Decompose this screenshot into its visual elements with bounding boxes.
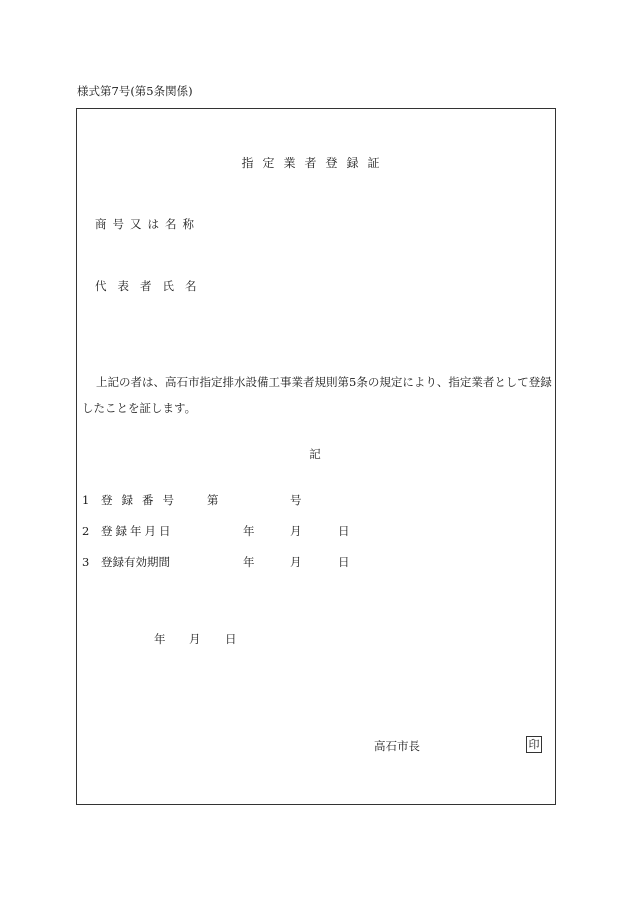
validity-period-label: 登録有効期間 [101,555,170,569]
registration-date-month: 月 [290,524,302,538]
form-number: 様式第7号(第5条関係) [77,84,193,98]
trade-name-label: 商号又は名称 [95,217,200,231]
validity-period-month: 月 [290,555,302,569]
item-number-2: 2 [82,524,90,538]
representative-name-label: 代表者氏名 [95,279,208,293]
registration-number-suffix: 号 [290,493,302,507]
certificate-title: 指定業者登録証 [241,156,389,170]
ki-heading: 記 [309,447,321,461]
seal-icon: 印 [526,736,542,753]
registration-date-year: 年 [243,524,255,538]
issue-date-month: 月 [189,632,201,646]
registration-number-label: 登録番号 [101,493,183,507]
item-number-1: 1 [82,493,90,507]
registration-number-prefix: 第 [207,493,219,507]
validity-period-year: 年 [243,555,255,569]
issue-date-year: 年 [154,632,166,646]
issue-date-day: 日 [225,632,237,646]
registration-date-label: 登録年月日 [101,524,174,538]
certification-statement: 上記の者は、高石市指定排水設備工事業者規則第5条の規定により、指定業者として登録したことを証します。 [82,375,552,415]
validity-period-day: 日 [338,555,350,569]
registration-date-day: 日 [338,524,350,538]
item-number-3: 3 [82,555,90,569]
issuer-name: 高石市長 [374,739,420,753]
